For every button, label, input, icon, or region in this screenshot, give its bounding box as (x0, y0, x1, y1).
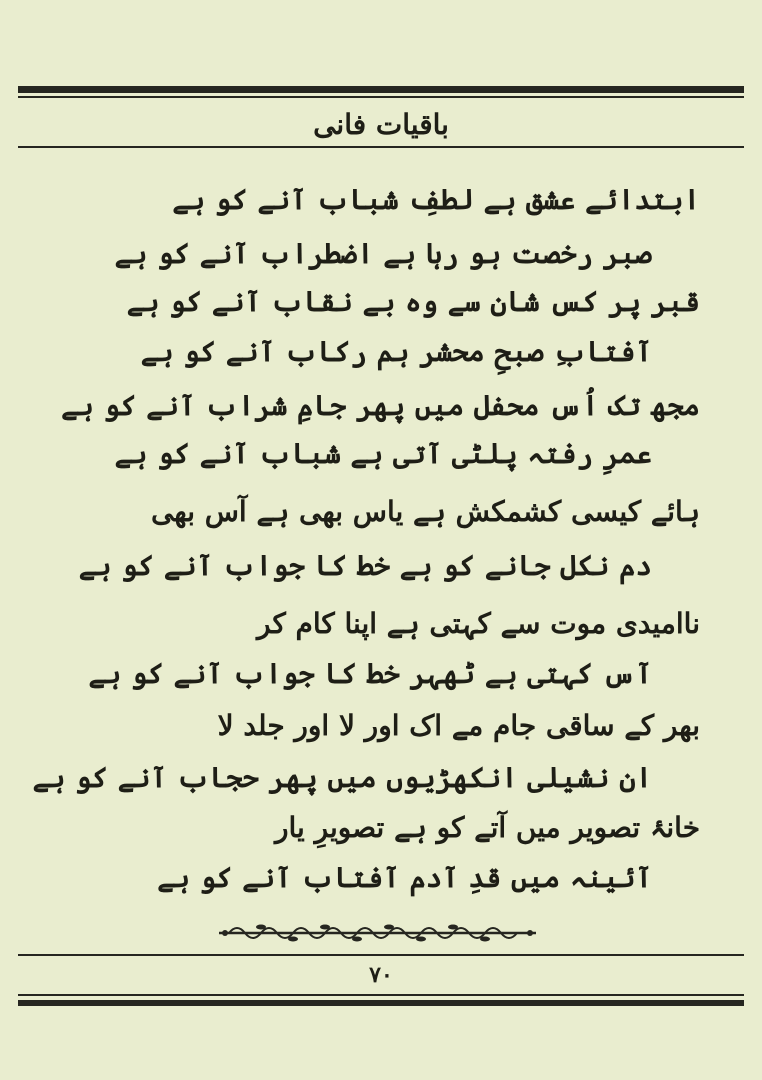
vine-ornament-icon (215, 922, 540, 944)
poem-line: قبر پر کس شان سے وہ بے نقاب آنے کو ہے (126, 285, 700, 318)
poem-line: آئینہ میں قدِ آدم آفتاب آنے کو ہے (157, 861, 652, 894)
poem-line: عمرِ رفتہ پلٹی آتی ہے شباب آنے کو ہے (114, 437, 652, 470)
poem-line: ہائے کیسی کشمکش ہے یاس بھی ہے آس بھی (150, 495, 700, 528)
bottom-rule-thick (18, 1000, 744, 1006)
running-header: باقیات فانی (313, 108, 449, 141)
page-number: ۷۰ (369, 962, 393, 988)
poem-line: ابتدائے عشق ہے لطفِ شباب آنے کو ہے (172, 183, 700, 216)
poem-line: ان نشیلی انکھڑیوں میں پھر حجاب آنے کو ہے (32, 761, 652, 794)
poem-line: مجھ تک اُس محفل میں پھر جامِ شراب آنے کو ہے (61, 389, 700, 422)
poem-line: خانۂ تصویر میں آتے کو ہے تصویرِ یار (274, 811, 700, 844)
header-underline (18, 146, 744, 148)
poem-line: بھر کے ساقی جام مے اک اور لا اور جلد لا (217, 709, 700, 742)
poem-line: ناامیدی موت سے کہتی ہے اپنا کام کر (257, 607, 700, 640)
bottom-rule-thin (18, 994, 744, 996)
poem-line: دم نکل جانے کو ہے خط کا جواب آنے کو ہے (78, 549, 652, 582)
footer-rule-thin (18, 954, 744, 956)
poem-line: صبر رخصت ہو رہا ہے اضطراب آنے کو ہے (114, 237, 652, 270)
poem-line: آس کہتی ہے ٹھہر خط کا جواب آنے کو ہے (88, 657, 652, 690)
top-rule-thin (18, 96, 744, 98)
top-rule-thick (18, 86, 744, 93)
poem-line: آفتابِ صبحِ محشر ہم رکاب آنے کو ہے (140, 335, 652, 368)
